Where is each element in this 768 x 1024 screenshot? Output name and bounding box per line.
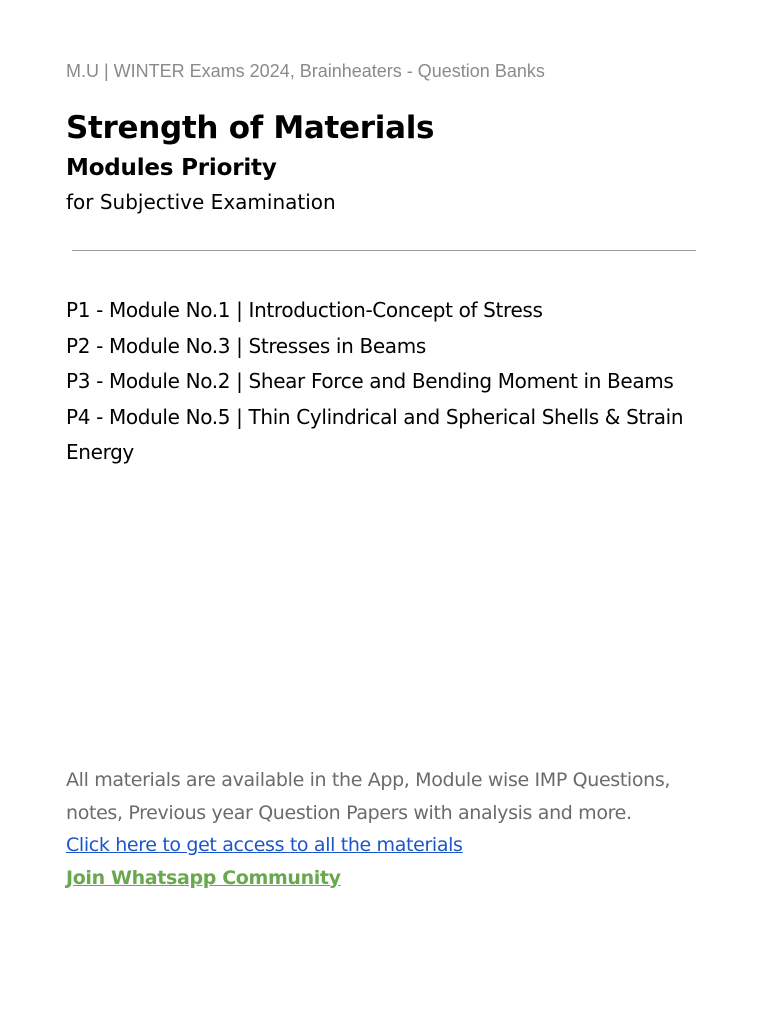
module-priority-list [66, 293, 706, 471]
header-line: M.U | WINTER Exams 2024, Brainheaters - Question Banks [66, 61, 545, 81]
section-divider [72, 250, 696, 251]
module-priority-item-p4: P4 - Module No.5 | Thin Cylindrical and Spherical Shells & Strain Energy [66, 404, 684, 464]
page-subline: for Subjective Examination [66, 190, 336, 214]
footer [66, 764, 706, 894]
page-subtitle: Modules Priority [66, 155, 277, 181]
module-priority-item-p1: P1 - Module No.1 | Introduction-Concept of Stress [66, 298, 543, 322]
module-priority-item-p2: P2 - Module No.3 | Stresses in Beams [66, 333, 426, 358]
module-priority-item-p3: P3 - Module No.2 | Shear Force and Bending Moment in Beams [66, 369, 674, 393]
join-whatsapp-link[interactable]: Join Whatsapp Community [66, 866, 341, 889]
footer-note: All materials are available in the App, Module wise IMP Questions, notes, Previous year Question Papers with analysis and more. [66, 769, 671, 824]
page-title: Strength of Materials [66, 110, 435, 146]
access-materials-link[interactable]: Click here to get access to all the materials [66, 834, 463, 856]
